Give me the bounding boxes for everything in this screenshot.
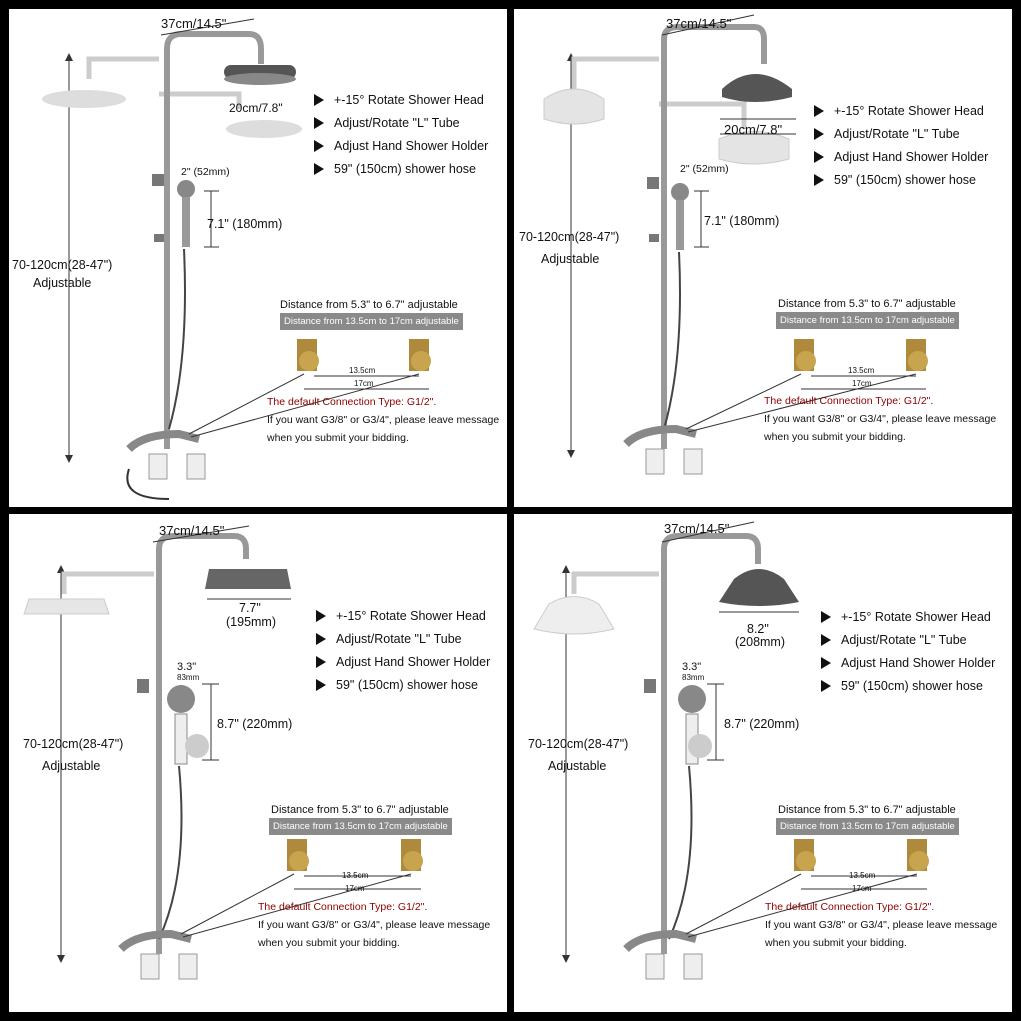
hand-width-metric-label: 83mm xyxy=(682,673,705,682)
arrow-icon xyxy=(821,634,831,646)
feature-item: 59" (150cm) shower hose xyxy=(821,674,995,697)
dim-13-5-label: 13.5cm xyxy=(349,366,376,375)
feature-item: Adjust/Rotate "L" Tube xyxy=(314,111,488,134)
feature-list xyxy=(316,604,490,696)
height-range-label: 70-120cm(28-47") xyxy=(528,737,629,751)
distance-banner: Distance from 13.5cm to 17cm adjustable xyxy=(776,312,959,329)
dim-17-label: 17cm xyxy=(852,884,872,893)
distance-banner: Distance from 13.5cm to 17cm adjustable xyxy=(280,313,463,330)
feature-item: +-15° Rotate Shower Head xyxy=(814,99,988,122)
arrow-icon xyxy=(316,610,326,622)
distance-adjustable-text: Distance from 5.3" to 6.7" adjustable xyxy=(778,298,956,310)
distance-adjustable-text: Distance from 5.3" to 6.7" adjustable xyxy=(280,299,458,311)
hand-drop-label: 7.1" (180mm) xyxy=(704,214,780,228)
feature-item: Adjust Hand Shower Holder xyxy=(821,651,995,674)
arrow-icon xyxy=(314,94,324,106)
dim-13-5-label: 13.5cm xyxy=(849,871,876,880)
adjustable-label: Adjustable xyxy=(33,276,92,290)
adjustable-label: Adjustable xyxy=(42,759,101,773)
feature-item: Adjust/Rotate "L" Tube xyxy=(814,122,988,145)
connection-type-text: The default Connection Type: G1/2". xyxy=(267,396,437,408)
feature-item: +-15° Rotate Shower Head xyxy=(821,605,995,628)
dim-13-5-label: 13.5cm xyxy=(342,871,369,880)
adjustable-label: Adjustable xyxy=(548,759,607,773)
connection-type-text: The default Connection Type: G1/2". xyxy=(258,901,428,913)
feature-item: 59" (150cm) shower hose xyxy=(316,673,490,696)
hand-width-label: 2" (52mm) xyxy=(181,166,230,178)
product-panel-3 xyxy=(9,514,507,1012)
arrow-icon xyxy=(316,679,326,691)
product-panel-4 xyxy=(514,514,1012,1012)
message-text: If you want G3/8" or G3/4", please leave message when you submit your bidding. xyxy=(765,919,998,949)
head-size-label: 7.7" xyxy=(239,601,261,615)
message-text: If you want G3/8" or G3/4", please leave message when you submit your bidding. xyxy=(267,414,500,444)
message-text: If you want G3/8" or G3/4", please leave message when you submit your bidding. xyxy=(258,919,491,949)
feature-item: Adjust/Rotate "L" Tube xyxy=(821,628,995,651)
feature-item: Adjust Hand Shower Holder xyxy=(316,650,490,673)
distance-banner: Distance from 13.5cm to 17cm adjustable xyxy=(269,818,452,835)
feature-item: +-15° Rotate Shower Head xyxy=(314,88,488,111)
head-size-label: 20cm/7.8" xyxy=(229,101,283,115)
arm-length-label: 37cm/14.5" xyxy=(664,521,730,536)
hand-width-label: 3.3" xyxy=(177,661,197,673)
feature-item: 59" (150cm) shower hose xyxy=(314,157,488,180)
dim-17-label: 17cm xyxy=(354,379,374,388)
arrow-icon xyxy=(314,117,324,129)
dim-17-label: 17cm xyxy=(852,379,872,388)
arrow-icon xyxy=(821,611,831,623)
connection-type-text: The default Connection Type: G1/2". xyxy=(765,901,935,913)
feature-list xyxy=(814,99,988,191)
dim-13-5-label: 13.5cm xyxy=(848,366,875,375)
arm-length-label: 37cm/14.5" xyxy=(666,16,732,31)
arm-length-label: 37cm/14.5" xyxy=(159,523,225,538)
adjustable-label: Adjustable xyxy=(541,252,600,266)
head-size-metric-label: (195mm) xyxy=(226,615,277,629)
distance-adjustable-text: Distance from 5.3" to 6.7" adjustable xyxy=(778,804,956,816)
feature-list xyxy=(821,605,995,697)
feature-list xyxy=(314,88,488,180)
arrow-icon xyxy=(316,656,326,668)
hand-drop-label: 8.7" (220mm) xyxy=(724,717,800,731)
feature-item: Adjust/Rotate "L" Tube xyxy=(316,627,490,650)
arrow-icon xyxy=(314,140,324,152)
arrow-icon xyxy=(821,680,831,692)
hand-width-metric-label: 83mm xyxy=(177,673,200,682)
arrow-icon xyxy=(314,163,324,175)
hand-width-label: 3.3" xyxy=(682,661,702,673)
feature-item: Adjust Hand Shower Holder xyxy=(314,134,488,157)
hand-drop-label: 8.7" (220mm) xyxy=(217,717,293,731)
height-range-label: 70-120cm(28-47") xyxy=(23,737,124,751)
distance-banner: Distance from 13.5cm to 17cm adjustable xyxy=(776,818,959,835)
arrow-icon xyxy=(316,633,326,645)
distance-adjustable-text: Distance from 5.3" to 6.7" adjustable xyxy=(271,804,449,816)
feature-item: Adjust Hand Shower Holder xyxy=(814,145,988,168)
connection-type-text: The default Connection Type: G1/2". xyxy=(764,395,934,407)
arrow-icon xyxy=(814,174,824,186)
hand-drop-label: 7.1" (180mm) xyxy=(207,217,283,231)
arrow-icon xyxy=(814,151,824,163)
hand-width-label: 2" (52mm) xyxy=(680,163,729,175)
head-size-label: 8.2" xyxy=(747,622,769,636)
dim-17-label: 17cm xyxy=(345,884,365,893)
head-size-label: 20cm/7.8" xyxy=(724,122,783,137)
product-panel-1 xyxy=(9,9,507,507)
arrow-icon xyxy=(814,105,824,117)
feature-item: 59" (150cm) shower hose xyxy=(814,168,988,191)
feature-item: +-15° Rotate Shower Head xyxy=(316,604,490,627)
arrow-icon xyxy=(814,128,824,140)
head-size-metric-label: (208mm) xyxy=(735,635,786,649)
height-range-label: 70-120cm(28-47") xyxy=(12,258,113,272)
arrow-icon xyxy=(821,657,831,669)
height-range-label: 70-120cm(28-47") xyxy=(519,230,620,244)
message-text: If you want G3/8" or G3/4", please leave message when you submit your bidding. xyxy=(764,413,997,443)
product-panel-2 xyxy=(514,9,1012,507)
arm-length-label: 37cm/14.5" xyxy=(161,16,227,31)
